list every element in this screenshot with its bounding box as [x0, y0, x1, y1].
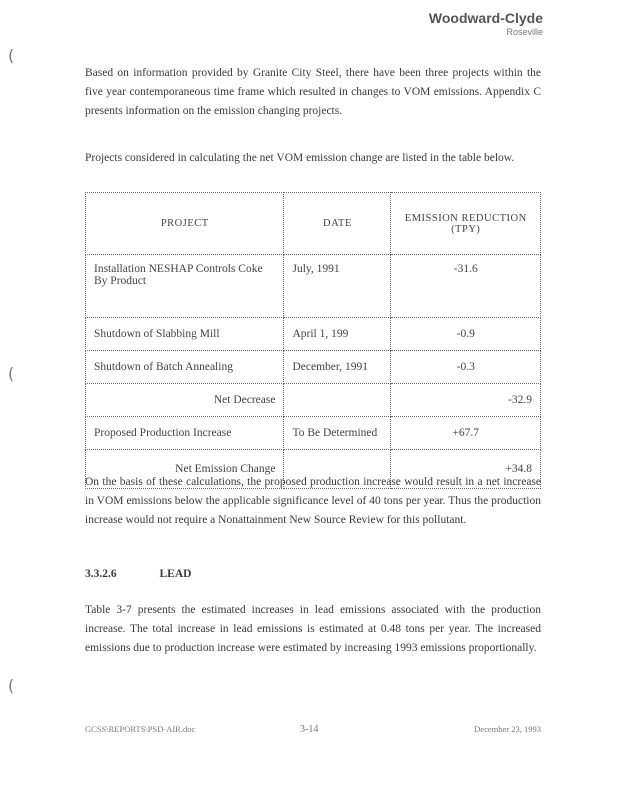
paragraph-table-intro: Projects considered in calculating the net VOM emission change are listed in the table below. — [85, 152, 515, 164]
footer-date: December 23, 1993 — [474, 724, 541, 734]
project-cell: Shutdown of Batch Annealing — [86, 351, 284, 384]
brand-name: Woodward-Clyde — [428, 10, 543, 26]
net-decrease-row — [86, 384, 541, 417]
paragraph-conclusion: On the basis of these calculations, the proposed production increase would result in a net increase in VOM emissions below the applicable significance level of 40 tons per year. Thus the production increase would not require a Nonattainment New Source Review for this pollutant. — [85, 476, 541, 526]
footer-page-number: 3-14 — [300, 724, 319, 735]
proposed-increase-value: +67.7 — [391, 417, 541, 450]
column-header-reduction: EMISSION REDUCTION (TPY) — [391, 193, 541, 255]
binder-hole-mark-middle: ( — [8, 364, 15, 383]
project-cell: Shutdown of Slabbing Mill — [86, 318, 284, 351]
empty-cell — [284, 384, 391, 417]
proposed-increase-row — [86, 417, 541, 450]
paragraph-projects-intro: Based on information provided by Granite City Steel, there have been three projects within the five year contemporaneous time frame which resulted in changes to VOM emissions. Appendix C presents information on the emission changing projects. — [85, 67, 541, 117]
section-heading — [85, 568, 231, 580]
table-row — [86, 255, 541, 318]
section-number: 3.3.2.6 — [85, 568, 117, 580]
table-row — [86, 318, 541, 351]
proposed-increase-label: Proposed Production Increase — [86, 417, 284, 450]
brand-sub: Roseville — [506, 27, 543, 37]
net-change-label: Net Emission Change — [86, 450, 284, 489]
date-cell: December, 1991 — [284, 351, 391, 384]
project-cell: Installation NESHAP Controls Coke By Product — [86, 255, 284, 318]
value-cell: -0.9 — [391, 318, 541, 351]
table-row — [86, 351, 541, 384]
table-header-row — [86, 193, 541, 255]
value-cell: -31.6 — [391, 255, 541, 318]
net-change-value: +34.8 — [391, 450, 541, 489]
company-logo — [429, 10, 543, 37]
column-header-project: PROJECT — [86, 193, 284, 255]
binder-hole-mark-top: ( — [8, 46, 15, 65]
footer-file-path: GCSS\REPORTS\PSD-AIR.doc — [85, 724, 196, 734]
paragraph-lead: Table 3-7 presents the estimated increases in lead emissions associated with the production increase. The total increase in lead emissions is estimated at 0.48 tons per year. The increased emissions due to production increase were estimated by increasing 1993 emissions proportionally. — [85, 604, 541, 654]
value-cell: -0.3 — [391, 351, 541, 384]
net-decrease-value: -32.9 — [391, 384, 541, 417]
binder-hole-mark-bottom: ( — [8, 676, 15, 695]
date-cell: April 1, 199 — [284, 318, 391, 351]
emission-change-table — [85, 192, 541, 489]
date-cell: July, 1991 — [284, 255, 391, 318]
column-header-date: DATE — [284, 193, 391, 255]
net-decrease-label: Net Decrease — [86, 384, 284, 417]
section-title: LEAD — [159, 568, 192, 580]
proposed-increase-date: To Be Determined — [284, 417, 391, 450]
